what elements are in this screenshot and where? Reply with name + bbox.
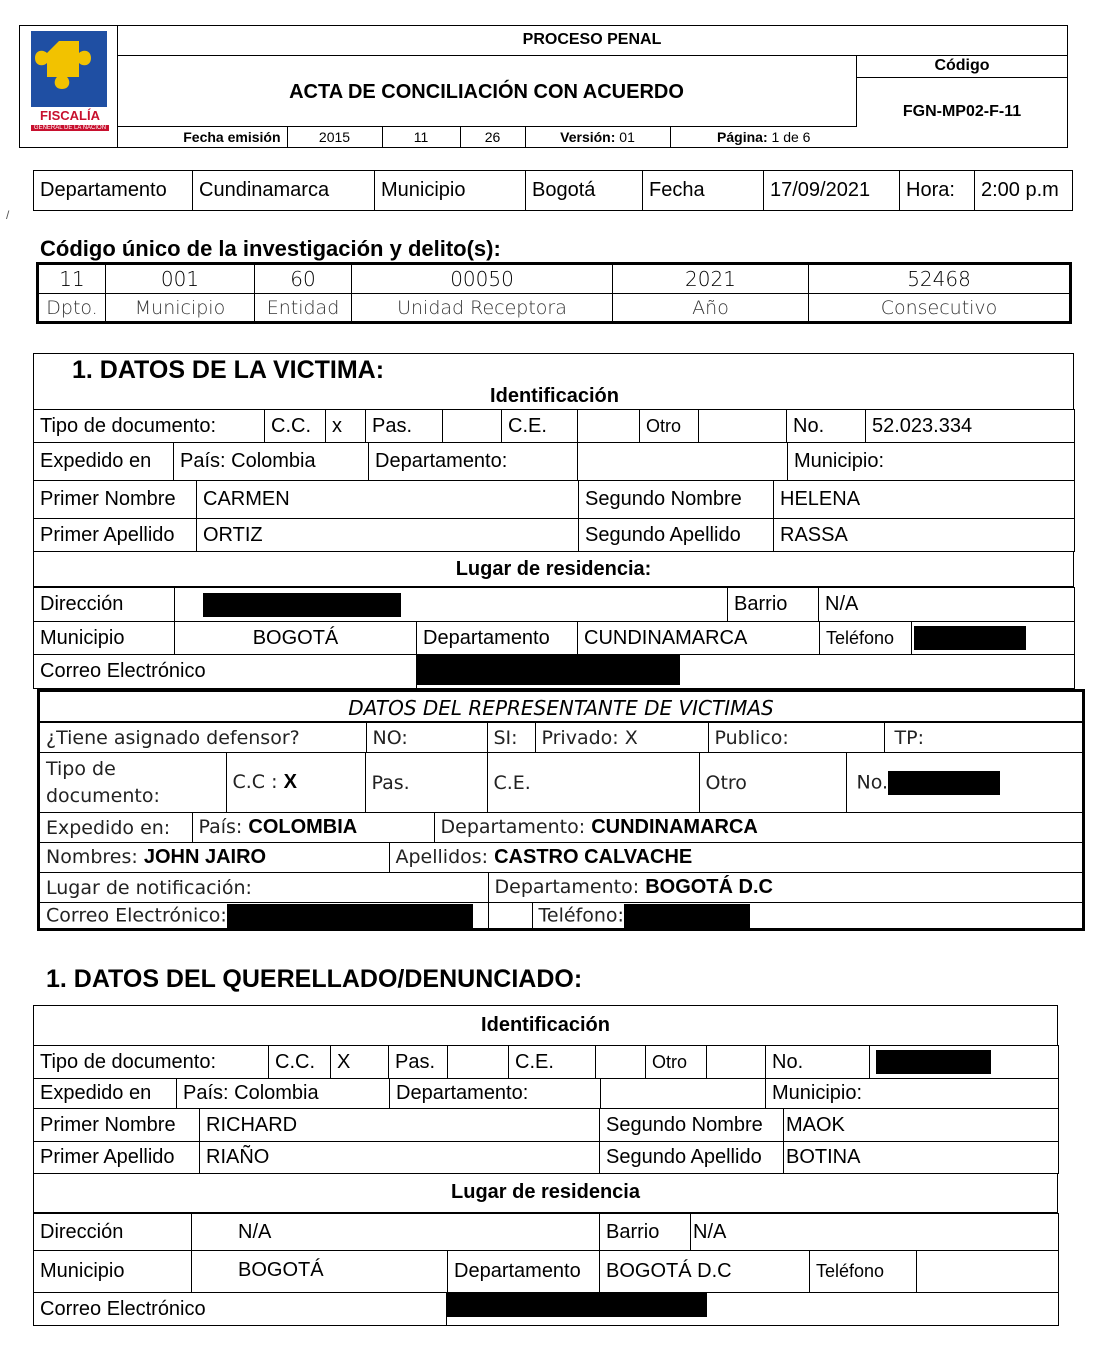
rep-cc-label: C.C : xyxy=(232,771,284,793)
fecha-value: 17/09/2021 xyxy=(764,171,900,211)
q-pas-checkbox[interactable] xyxy=(448,1046,509,1079)
codigo-label-municipio: Municipio xyxy=(106,294,255,323)
codigo-unico-title: Código único de la investigación y delito(s): xyxy=(40,236,501,261)
telefono-label: Teléfono xyxy=(820,622,912,655)
victima-section xyxy=(33,353,1074,409)
no-label: No. xyxy=(787,410,866,443)
representante-title: DATOS DEL REPRESENTANTE DE VICTIMAS xyxy=(40,692,1082,722)
pagina-value: 1 de 6 xyxy=(771,129,811,146)
codigo-label-dpto: Dpto. xyxy=(38,294,106,323)
cc-checkbox[interactable]: x xyxy=(326,410,366,443)
codigo-label-consecutivo: Consecutivo xyxy=(809,294,1071,323)
q-primer-apellido-label: Primer Apellido xyxy=(34,1142,200,1174)
q-otro-checkbox[interactable] xyxy=(707,1046,766,1079)
q-telefono-value xyxy=(917,1251,1059,1293)
codigo-label-unidad: Unidad Receptora xyxy=(352,294,613,323)
codigo-value-ano: 2021 xyxy=(613,264,809,294)
q-cc-label: C.C. xyxy=(269,1046,331,1079)
rep-apellidos-cell xyxy=(389,843,1082,873)
fecha-emision-label: Fecha emisión xyxy=(117,127,287,148)
q-no-value xyxy=(870,1046,1059,1079)
municipio-label: Municipio: xyxy=(788,443,1075,481)
q-ce-checkbox[interactable] xyxy=(596,1046,646,1079)
correo-value xyxy=(417,655,1075,689)
q-ce-label: C.E. xyxy=(509,1046,596,1079)
rep-pas-label[interactable]: Pas. xyxy=(365,753,487,813)
querellado-expedido-table xyxy=(33,1078,1059,1109)
rep-correo-cell xyxy=(40,903,488,930)
rep-no-cell xyxy=(846,753,1082,813)
q-pas-label: Pas. xyxy=(389,1046,448,1079)
victima-residencia-table xyxy=(33,587,1075,622)
doc-number: 52.023.334 xyxy=(866,410,1075,443)
rep-otro-label[interactable]: Otro xyxy=(699,753,846,813)
pais-value: País: Colombia xyxy=(174,443,369,481)
q-departamento-res-value: BOGOTÁ D.C xyxy=(600,1251,810,1293)
segundo-nombre-label: Segundo Nombre xyxy=(579,481,774,519)
representante-defensor-table xyxy=(40,722,1082,753)
otro-label: Otro xyxy=(640,410,699,443)
rep-departamento-value: CUNDINAMARCA xyxy=(591,816,758,838)
direccion-label: Dirección xyxy=(34,588,175,622)
rep-nombres-cell xyxy=(40,843,389,873)
victima-doc-table xyxy=(33,409,1075,443)
fecha-label: Fecha xyxy=(643,171,764,211)
codigo-unico-table xyxy=(36,262,1072,324)
q-primer-nombre-label: Primer Nombre xyxy=(34,1109,200,1142)
victima-residencia-title: Lugar de residencia: xyxy=(33,551,1074,587)
q-tipo-doc-label: Tipo de documento: xyxy=(34,1046,269,1079)
municipio-label: Municipio xyxy=(34,622,175,655)
direccion-value xyxy=(175,588,728,622)
codigo-labels-row xyxy=(38,294,1071,323)
rep-pais-value: COLOMBIA xyxy=(248,816,358,838)
pagina-label: Página: xyxy=(717,129,768,146)
rep-departamento-label: Departamento: xyxy=(440,816,592,838)
querellado-identificacion-title: Identificación xyxy=(33,1005,1058,1045)
q-segundo-apellido-value: BOTINA xyxy=(784,1142,1059,1174)
codigo-value-consecutivo: 52468 xyxy=(809,264,1071,294)
codigo-label: Código xyxy=(857,56,1067,78)
victima-correo-table xyxy=(33,654,1075,689)
q-municipio-value: BOGOTÁ xyxy=(192,1251,448,1293)
rep-apellidos-value: CASTRO CALVACHE xyxy=(494,846,693,868)
segundo-nombre-value: HELENA xyxy=(774,481,1075,519)
departamento-label: Departamento xyxy=(34,171,193,211)
document-header xyxy=(19,25,1068,148)
q-no-label: No. xyxy=(766,1046,870,1079)
defensor-privado[interactable]: Privado: X xyxy=(535,723,708,753)
q-primer-apellido-value: RIAÑO xyxy=(200,1142,600,1174)
defensor-no[interactable]: NO: xyxy=(366,723,487,753)
primer-nombre-label: Primer Nombre xyxy=(34,481,197,519)
codigo-value-entidad: 60 xyxy=(255,264,352,294)
victima-names-table xyxy=(33,480,1075,552)
representante-section xyxy=(37,689,1085,931)
pagina-cell xyxy=(670,127,857,148)
redacted-block xyxy=(417,655,680,685)
querellado-municipio-table xyxy=(33,1250,1059,1293)
victima-municipio-table xyxy=(33,621,1075,655)
departamento-res-label: Departamento xyxy=(417,622,578,655)
defensor-label: ¿Tiene asignado defensor? xyxy=(40,723,366,753)
barrio-value: N/A xyxy=(819,588,1075,622)
redacted-block xyxy=(227,904,473,928)
expedido-label: Expedido en xyxy=(34,443,174,481)
q-pais-value: País: Colombia xyxy=(177,1079,390,1109)
rep-nombres-label: Nombres: xyxy=(46,846,144,868)
rep-telefono-label: Teléfono: xyxy=(538,904,624,927)
representante-names-table xyxy=(40,842,1082,873)
rep-dep-notif-value: BOGOTÁ D.C xyxy=(645,876,773,898)
redacted-block xyxy=(624,904,750,928)
municipio-value: Bogotá xyxy=(526,171,643,211)
defensor-si[interactable]: SI: xyxy=(487,723,535,753)
q-correo-value xyxy=(447,1293,1059,1326)
rep-telefono-cell xyxy=(532,903,1082,930)
location-table xyxy=(33,170,1073,211)
rep-departamento-cell xyxy=(434,813,1082,843)
fecha-day: 26 xyxy=(460,127,525,148)
fiscalia-logo xyxy=(20,26,118,147)
q-telefono-label: Teléfono xyxy=(810,1251,917,1293)
correo-label: Correo Electrónico xyxy=(34,655,417,689)
ce-label: C.E. xyxy=(502,410,578,443)
departamento-value: Cundinamarca xyxy=(193,171,375,211)
q-cc-checkbox[interactable]: X xyxy=(331,1046,389,1079)
codigo-value-unidad: 00050 xyxy=(352,264,613,294)
q-barrio-label: Barrio xyxy=(600,1214,691,1251)
rep-ce-label[interactable]: C.E. xyxy=(487,753,699,813)
logo-emblem xyxy=(31,31,107,107)
codigo-value-dpto: 11 xyxy=(38,264,106,294)
departamento-res-value: CUNDINAMARCA xyxy=(578,622,820,655)
rep-dep-notif-cell xyxy=(488,873,1082,903)
rep-apellidos-label: Apellidos: xyxy=(395,846,495,868)
victima-identificacion-title: Identificación xyxy=(490,385,619,407)
municipio-value: BOGOTÁ xyxy=(175,622,417,655)
q-barrio-value: N/A xyxy=(691,1214,1059,1251)
rep-cc-mark: X xyxy=(283,771,297,793)
querellado-correo-table xyxy=(33,1292,1059,1326)
representante-correo-table xyxy=(40,902,1082,930)
rep-no-label: No. xyxy=(856,771,889,793)
pas-label: Pas. xyxy=(366,410,443,443)
tipo-doc-label: Tipo de documento: xyxy=(34,410,265,443)
segundo-apellido-value: RASSA xyxy=(774,519,1075,552)
codigo-label-ano: Año xyxy=(613,294,809,323)
primer-apellido-label: Primer Apellido xyxy=(34,519,197,552)
logo-subtext: GENERAL DE LA NACIÓN xyxy=(31,125,109,131)
querellado-names-table xyxy=(33,1108,1059,1174)
cc-label: C.C. xyxy=(265,410,326,443)
querellado-direccion-table xyxy=(33,1213,1059,1251)
pas-checkbox[interactable] xyxy=(443,410,502,443)
redacted-block xyxy=(447,1293,707,1317)
victima-title: 1. DATOS DE LA VICTIMA: xyxy=(72,356,385,384)
q-direccion-value: N/A xyxy=(192,1214,600,1251)
departamento-label: Departamento: xyxy=(369,443,578,481)
rep-notificacion-label: Lugar de notificación: xyxy=(40,873,488,903)
q-departamento-res-label: Departamento xyxy=(448,1251,600,1293)
querellado-doc-table xyxy=(33,1045,1059,1079)
q-correo-label: Correo Electrónico xyxy=(34,1293,447,1326)
ce-checkbox[interactable] xyxy=(578,410,640,443)
header-info-row xyxy=(117,126,857,148)
q-departamento-label: Departamento: xyxy=(390,1079,601,1109)
codigo-value-municipio: 001 xyxy=(106,264,255,294)
logo-text: FISCALÍA xyxy=(40,108,100,123)
representante-doc-table xyxy=(40,752,1082,813)
redacted-block xyxy=(888,771,1000,795)
q-municipio-label: Municipio xyxy=(34,1251,192,1293)
redacted-block xyxy=(914,626,1026,650)
q-otro-label: Otro xyxy=(646,1046,707,1079)
hora-value: 2:00 p.m xyxy=(975,171,1073,211)
margin-mark: / xyxy=(6,208,10,222)
segundo-apellido-label: Segundo Apellido xyxy=(579,519,774,552)
q-segundo-apellido-label: Segundo Apellido xyxy=(600,1142,784,1174)
fecha-month: 11 xyxy=(382,127,460,148)
representante-notif-table xyxy=(40,872,1082,903)
rep-tipo-doc-label: Tipo de documento: xyxy=(40,753,226,813)
barrio-label: Barrio xyxy=(728,588,819,622)
q-segundo-nombre-label: Segundo Nombre xyxy=(600,1109,784,1142)
victima-expedido-table xyxy=(33,442,1075,481)
defensor-publico[interactable]: Publico: xyxy=(708,723,884,753)
otro-checkbox[interactable] xyxy=(699,410,787,443)
document-title: ACTA DE CONCILIACIÓN CON ACUERDO xyxy=(117,56,857,126)
rep-pais-cell xyxy=(192,813,434,843)
codigo-label-entidad: Entidad xyxy=(255,294,352,323)
departamento-value xyxy=(578,443,788,481)
hora-label: Hora: xyxy=(900,171,975,211)
process-title: PROCESO PENAL xyxy=(117,26,1067,56)
rep-pais-label: País: xyxy=(198,816,249,838)
version-value: 01 xyxy=(619,129,635,146)
fecha-year: 2015 xyxy=(287,127,382,148)
primer-apellido-value: ORTIZ xyxy=(197,519,579,552)
rep-dep-notif-label: Departamento: xyxy=(494,876,646,898)
telefono-value xyxy=(912,622,1075,655)
codigo-values-row xyxy=(38,264,1071,294)
q-municipio-label: Municipio: xyxy=(766,1079,1059,1109)
q-segundo-nombre-value: MAOK xyxy=(784,1109,1059,1142)
redacted-block xyxy=(876,1050,991,1074)
redacted-block xyxy=(203,593,401,617)
version-label: Versión: xyxy=(560,129,616,146)
rep-blank-cell xyxy=(488,903,532,930)
municipio-label: Municipio xyxy=(375,171,526,211)
version-cell xyxy=(525,127,670,148)
q-departamento-value xyxy=(601,1079,766,1109)
rep-correo-label: Correo Electrónico: xyxy=(46,904,227,927)
defensor-tp: TP: xyxy=(884,723,1082,753)
querellado-residencia-title: Lugar de residencia xyxy=(33,1173,1058,1213)
querellado-title: 1. DATOS DEL QUERELLADO/DENUNCIADO: xyxy=(46,965,583,993)
rep-cc-cell[interactable] xyxy=(226,753,365,813)
q-primer-nombre-value: RICHARD xyxy=(200,1109,600,1142)
puzzle-piece-icon xyxy=(31,31,107,107)
codigo-value: FGN-MP02-F-11 xyxy=(902,103,1022,120)
rep-nombres-value: JOHN JAIRO xyxy=(143,846,267,868)
q-direccion-label: Dirección xyxy=(34,1214,192,1251)
q-expedido-label: Expedido en xyxy=(34,1079,177,1109)
primer-nombre-value: CARMEN xyxy=(197,481,579,519)
representante-expedido-table xyxy=(40,812,1082,843)
rep-expedido-label: Expedido en: xyxy=(40,813,192,843)
